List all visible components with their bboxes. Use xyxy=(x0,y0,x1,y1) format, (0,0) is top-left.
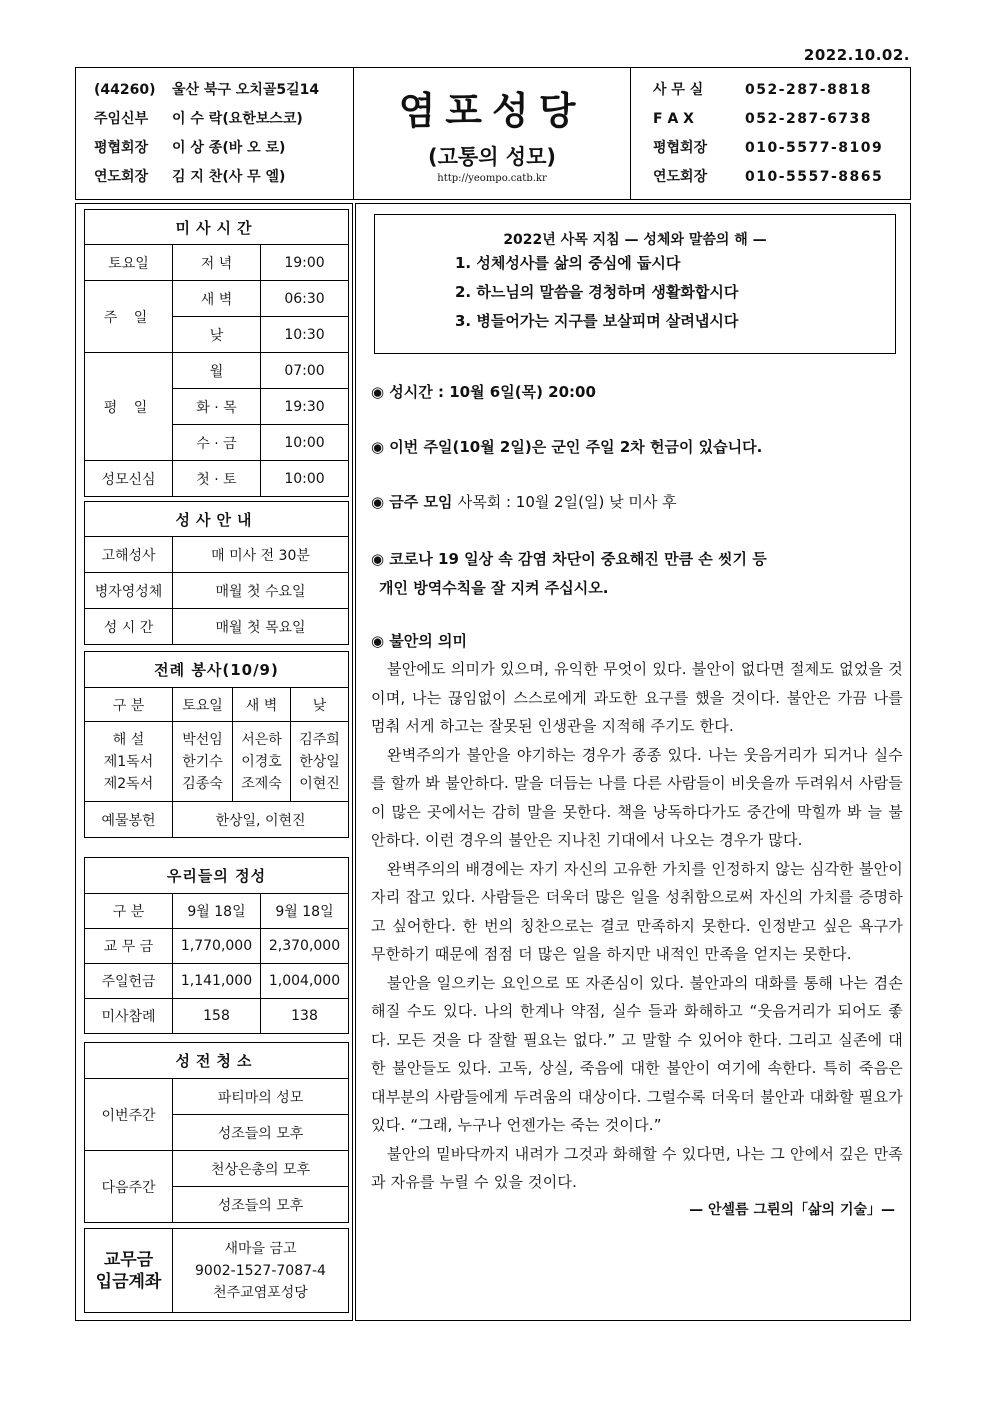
sacrament-title: 성사안내 xyxy=(85,502,349,537)
sacrament-table: 성사안내 고해성사 매 미사 전 30분 병자영성체 매월 첫 수요일 성 시 간 매월 첫 목요일 xyxy=(84,501,349,645)
essay-paragraph: 불안의 밑바닥까지 내려가 그것과 화해할 수 있다면, 나는 그 안에서 깊은 만족과 자유를 누릴 수 있을 것이다. xyxy=(371,1144,903,1191)
liturgy-sat: 박선임 한기수 김종숙 xyxy=(173,722,233,802)
fax-row: F A X 052-287-6738 xyxy=(653,111,873,127)
address-row: (44260) 울산 북구 오치골5길14 xyxy=(94,82,320,98)
parish-subtitle: (고통의 성모) xyxy=(428,145,556,169)
pastoral-motto-box xyxy=(374,214,896,354)
issue-date: 2022.10.02. xyxy=(803,46,910,64)
parish-title-block xyxy=(354,68,630,199)
offering-table: 우리들의 정성 구 분 9월 18일 9월 18일 교 무 금 1,770,000 2,370,000 주일헌금 1,141,000 1,004,000 미사참례 158 138 xyxy=(84,857,349,1034)
liturgy-roles: 해 설 제1독서 제2독서 xyxy=(85,722,173,802)
contact-info xyxy=(630,68,910,199)
left-sidebar xyxy=(75,203,353,1321)
prayer-phone-row: 연도회장 010-5557-8865 xyxy=(653,169,884,185)
parish-info xyxy=(76,68,354,199)
notice-meeting: ◉ 금주 모임 사목회 : 10월 2일(일) 낮 미사 후 xyxy=(371,493,677,511)
account-table xyxy=(84,1228,349,1313)
office-phone-row: 사 무 실 052-287-8818 xyxy=(653,82,873,98)
parish-title: 염포성당 xyxy=(398,88,586,133)
essay-title: ◉ 불안의 의미 xyxy=(371,632,467,650)
council-phone-row: 평협회장 010-5577-8109 xyxy=(653,140,884,156)
essay-paragraph: 완벽주의의 배경에는 자기 자신의 고유한 가치를 인정하지 않는 심각한 불안이 자리 잡고 있다. 사람들은 더욱더 많은 일을 성취함으로써 자신의 가치를 증명하고 싶어한다. 한 번의 칭찬으로는 결코 만족하지 못한다. 인정받고 싶은 욕구가 무한하기 때문에 점점 더 많은 일을 하지만 내적인 만족을 얻지는 못한다. xyxy=(371,859,903,963)
liturgy-dawn: 서은하 이경호 조제숙 xyxy=(233,722,291,802)
bulletin-header xyxy=(75,67,911,200)
notice-covid: ◉ 코로나 19 일상 속 감염 차단이 중요해진 만큼 손 씻기 등 개인 방역수칙을 잘 지켜 주십시오. xyxy=(371,550,767,597)
motto-title: 2022년 사목 지침 — 성체와 말씀의 해 — xyxy=(503,232,767,248)
council-president-row: 평협회장 이 상 종(바 오 로) xyxy=(94,140,286,156)
mass-schedule-table: 미사시간 토요일 저 녁 19:00 주 일 새 벽 06:30 낮 10:30 평 일 월 07:00 화 · 목 19:30 수 · 금 10:00 성모신심 첫 · 토 10:00 xyxy=(84,209,349,497)
mass-schedule-title: 미사시간 xyxy=(85,210,349,245)
essay-paragraph: 완벽주의가 불안을 야기하는 경우가 종종 있다. 나는 웃음거리가 되거나 실수를 할까 봐 불안하다. 말을 더듬는 나를 다른 사람들이 비웃을까 두려워서 사람들이 많은 곳에서는 감히 말을 못한다. 책을 낭독하다가도 중간에 막힐까 봐 늘 불안하다. 이런 경우의 불안은 지나친 기대에서 나오는 경우가 많다. xyxy=(371,745,903,849)
essay-paragraph: 불안을 일으키는 요인으로 또 자존심이 있다. 불안과의 대화를 통해 나는 겸손해질 수도 있다. 나의 한계나 약점, 실수 들과 화해하고 “웃음거리가 되어도 좋다. 모든 것을 다 잘할 필요는 없다.” 고 말할 수 있어야 한다. 그리고 실존에 대한 불안들도 있다. 고독, 상실, 죽음에 대한 불안이 여기에 속한다. 특히 죽음은 대부분의 사람들에게 두려움의 대상이다. 그럴수록 더욱더 불안과 대화할 필요가 있다. “그래, 누구나 언젠가는 죽는 것이다.” xyxy=(371,973,903,1134)
prayer-president-row: 연도회장 김 지 찬(사 무 엘) xyxy=(94,169,286,185)
motto-item-3: 3. 병들어가는 지구를 보살피며 살려냅시다 xyxy=(455,312,739,330)
account-label: 교무금 입금계좌 xyxy=(85,1229,173,1313)
liturgy-day: 김주희 한상일 이현진 xyxy=(291,722,349,802)
liturgy-title: 전례 봉사(10/9) xyxy=(85,652,349,688)
main-content xyxy=(355,203,911,1321)
notice-holy-hour: ◉ 성시간 : 10월 6일(목) 20:00 xyxy=(371,383,596,401)
notice-second-collection: ◉ 이번 주일(10월 2일)은 군인 주일 2차 헌금이 있습니다. xyxy=(371,438,763,456)
essay-section xyxy=(371,628,903,1223)
motto-item-1: 1. 성체성사를 삶의 중심에 둡시다 xyxy=(455,254,681,272)
essay-source: — 안셀름 그륀의「삶의 기술」— xyxy=(689,1201,895,1218)
liturgy-service-table: 전례 봉사(10/9) 구 분 토요일 새 벽 낮 해 설 제1독서 제2독서 박선임 한기수 김종숙 서은하 이경호 조제숙 김주희 한상일 이현진 예물봉헌 한상일, 이현진 xyxy=(84,651,349,838)
parish-url[interactable]: http://yeompo.catb.kr xyxy=(437,173,547,184)
cleaning-table: 성전청소 이번주간 파티마의 성모 성조들의 모후 다음주간 천상은총의 모후 성조들의 모후 xyxy=(84,1042,349,1223)
offering-title: 우리들의 정성 xyxy=(85,858,349,894)
motto-item-2: 2. 하느님의 말씀을 경청하며 생활화합시다 xyxy=(455,283,739,301)
essay-paragraph: 불안에도 의미가 있으며, 유익한 무엇이 있다. 불안이 없다면 절제도 없었을 것이며, 나는 끊임없이 스스로에게 과도한 요구를 했을 것이다. 불안은 가끔 나를 멈춰 서게 하고는 잘못된 인생관을 지적해 주기도 한다. xyxy=(371,660,903,735)
cleaning-title: 성전청소 xyxy=(85,1043,349,1079)
account-details: 새마을 금고 9002-1527-7087-4 천주교염포성당 xyxy=(173,1229,349,1313)
pastor-row: 주임신부 이 수 락(요한보스코) xyxy=(94,111,303,127)
